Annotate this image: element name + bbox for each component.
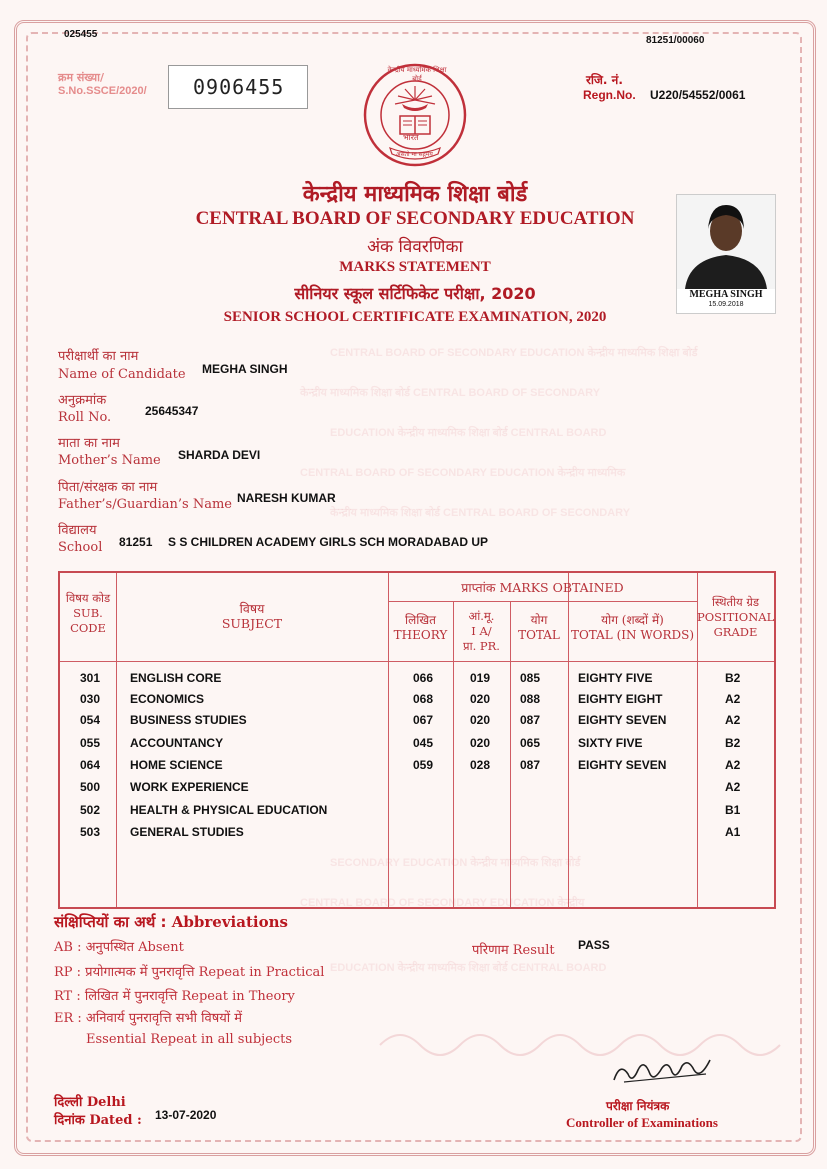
marks-table [58, 571, 776, 909]
header-marks-obtained [388, 580, 697, 595]
row-grade: B2 [725, 671, 741, 685]
abbreviations-title-hi: संक्षिप्तियों का अर्थ : [54, 913, 167, 931]
result-value: PASS [578, 938, 610, 952]
table-row [60, 671, 774, 689]
table-row [60, 803, 774, 821]
row-grade: A2 [725, 713, 741, 727]
header-subject-hi: विषय [239, 601, 265, 616]
board-name-en: CENTRAL BOARD OF SECONDARY EDUCATION [195, 208, 635, 229]
table-row [60, 692, 774, 710]
row-ia: 020 [470, 736, 491, 750]
father-label-hi: पिता/संरक्षक का नाम [58, 480, 158, 495]
row-words: EIGHTY SEVEN [578, 758, 667, 772]
emblem-top-text: केन्द्रीय माध्यमिक शिक्षा बोर्ड [387, 66, 447, 83]
row-code: 064 [80, 758, 101, 772]
header-grade-en1: POSITIONAL [697, 610, 775, 624]
header-grade-en2: GRADE [713, 625, 758, 639]
header-words-hi: योग (शब्दों में) [601, 613, 664, 627]
roll-label-en: Roll No. [58, 410, 112, 425]
row-subject: ACCOUNTANCY [130, 736, 224, 750]
header-code-en2: CODE [70, 621, 106, 635]
row-words: SIXTY FIVE [578, 736, 643, 750]
serial-label-hi: क्रम संख्या/ [58, 71, 104, 84]
row-words: EIGHTY FIVE [578, 671, 653, 685]
header-code-en1: SUB. [73, 606, 103, 620]
header-code [60, 591, 116, 636]
abbreviations-title-en: Abbreviations [171, 913, 288, 931]
school-label-en: School [58, 540, 103, 555]
header-theory-hi: लिखित [404, 613, 436, 627]
row-subject: WORK EXPERIENCE [130, 780, 249, 794]
photo-caption-date: 15.09.2018 [708, 301, 744, 308]
row-total: 087 [520, 758, 541, 772]
row-code: 301 [80, 671, 101, 685]
cbse-emblem [360, 60, 470, 170]
row-theory: 068 [413, 692, 434, 706]
row-ia: 028 [470, 758, 491, 772]
roll-label-hi: अनुक्रमांक [58, 393, 107, 408]
school-label-hi: विद्यालय [58, 523, 97, 538]
serial-number-box [168, 65, 308, 109]
mother-name: SHARDA DEVI [178, 448, 261, 462]
row-total: 085 [520, 671, 541, 685]
photo-caption-name: MEGHA SINGH [689, 289, 763, 300]
table-row [60, 736, 774, 754]
row-grade: A1 [725, 825, 741, 839]
roll-number: 25645347 [145, 404, 199, 418]
row-subject: ENGLISH CORE [130, 671, 222, 685]
abbr-rt: RT : लिखित में पुनरावृत्ति Repeat in Theory [54, 989, 295, 1004]
header-subject-en: SUBJECT [221, 616, 283, 631]
dated-label: दिनांक Dated : [54, 1113, 142, 1128]
row-code: 030 [80, 692, 101, 706]
row-total: 087 [520, 713, 541, 727]
row-grade: A2 [725, 692, 741, 706]
ornament-decoration [370, 1020, 790, 1070]
header-ia-en: I A/ [471, 624, 492, 638]
table-row [60, 713, 774, 731]
statement-en: MARKS STATEMENT [339, 259, 491, 275]
row-subject: ECONOMICS [130, 692, 205, 706]
row-code: 055 [80, 736, 101, 750]
abbr-rp: RP : प्रयोगात्मक में पुनरावृत्ति Repeat in Practical [54, 965, 325, 980]
row-theory: 059 [413, 758, 434, 772]
abbr-ab: AB : अनुपस्थित Absent [54, 940, 184, 955]
header-grade-hi: स्थितीय ग्रेड [711, 595, 760, 609]
header-marks-hi: प्राप्तांक [461, 580, 496, 595]
serial-number: 0906455 [193, 75, 285, 99]
row-code: 054 [80, 713, 101, 727]
header-total-en: TOTAL [518, 628, 560, 642]
row-grade: B2 [725, 736, 741, 750]
controller-signature [610, 1052, 720, 1092]
header-words-en: TOTAL (IN WORDS) [570, 628, 695, 642]
regn-label-hi: रजि. नं. [586, 73, 623, 87]
row-grade: B1 [725, 803, 741, 817]
exam-name-en: SENIOR SCHOOL CERTIFICATE EXAMINATION, 2020 [223, 309, 607, 325]
row-grade: A2 [725, 780, 741, 794]
header-ia-en2: प्रा. PR. [463, 639, 500, 653]
marks-statement-document: CENTRAL BOARD OF SECONDARY EDUCATION केन्द्रीय माध्यमिक शिक्षा बोर्ड केन्द्रीय माध्यमिक शिक्षा बोर्ड CENTRAL BOARD OF SECONDARY EDUCATION केन्द्रीय माध्यमिक शिक्षा बोर्ड CENTRAL BOARD CENTRAL BOARD OF SECONDARY EDUCATION केन्द्रीय माध्यमिक केन्द्रीय माध्यमिक शिक्षा बोर्ड CENTRAL BOARD OF SECONDARY SECONDARY EDUCATION केन्द्रीय माध्यमिक शिक्षा बोर्ड CENTRAL BOARD OF SECONDARY EDUCATION केन्द्रीय EDUCATION केन्द्रीय माध्यमिक शिक्षा बोर्ड CENTRAL BOARD 025455 81251/00060 क्रम संख्या/ S.No.SSCE/2020/ 0906455 रजि. नं. Regn.No. U220/54552/0061 भारत असतो मा सद्गमय केन्द्रीय माध्यमिक शिक्षा बोर्ड केन्द्रीय माध्यमिक शिक्षा बोर्ड CENTRAL BOARD OF SECONDARY EDUCATION अंक विवरणिका MARKS STATEMENT सीनियर स्कूल सर्टिफिकेट परीक्षा, 2020 SENIOR SCHOOL CERTIFICATE EXAMINATION, 2020 MEGHA SINGH 15.09.2018 परीक्षार्थी का नाम Name of Candidate MEGHA SINGH अनुक्रमांक Roll No. 25645347 माता का नाम Mother’s Name SHARDA DEVI पिता/संरक्षक का नाम Father’s/Guardian’s Name NARESH KUMAR विद्यालय School 81251 S S CHILDREN ACADEMY GIRLS SCH MORADABAD UP विषय कोड SUB. CODE विषय SUBJECT प्राप्तांक MARKS OBTAINED लिखित THEORY आं.मू. I A/ प्रा. PR. योग TOTAL योग (शब्दों में) TOTAL (IN WORDS) स्थितीय ग्रेड POSITIONAL GRADE 301 ENGLISH CORE 066 019 085 EIGHTY FIVE B2 030 ECONOMICS 068 020 088 EIGHTY EIGHT A2 054 BUSINESS STUDIES 067 020 087 EIGHTY SEVEN A2 055 ACCOUNTANCY 045 020 065 SIXTY FIVE B2 064 HOME SCIENCE 059 028 087 EIGHTY SEVEN A2 500 WORK EXPERIENCE A2 502 HEALTH & PHYSICAL EDUCATION B1 503 GENERAL STUDIES A1 संक्षिप्तियों का अर्थ : Abbreviations AB : अनुपस्थित Absent RP : प्रयोगात्मक में पुनरावृत्ति Repeat in Practical RT : लिखित में पुनरावृत्ति Repeat in Theory ER : अनिवार्य पुनरावृत्ति सभी विषयों में Essential Repeat in all subjects परिणाम Result PASS दिल्ली Delhi दिनांक Dated : 13-07-2020 परीक्षा नियंत्रक Controller of Examinations [0, 0, 827, 1169]
name-label-hi: परीक्षार्थी का नाम [58, 349, 139, 364]
header-subject [116, 601, 388, 631]
emblem-bharat: भारत [403, 133, 419, 142]
father-name: NARESH KUMAR [237, 491, 336, 505]
school-code: 81251 [119, 535, 153, 549]
row-ia: 019 [470, 671, 491, 685]
regn-number: U220/54552/0061 [650, 88, 746, 102]
row-total: 065 [520, 736, 541, 750]
header-theory [388, 613, 453, 643]
row-theory: 066 [413, 671, 434, 685]
name-label-en: Name of Candidate [58, 367, 186, 382]
row-words: EIGHTY SEVEN [578, 713, 667, 727]
exam-name-hi: सीनियर स्कूल सर्टिफिकेट परीक्षा, 2020 [294, 284, 536, 303]
mother-label-en: Mother’s Name [58, 453, 161, 468]
abbr-er-en: Essential Repeat in all subjects [86, 1032, 293, 1047]
serial-label-en: S.No.SSCE/2020/ [58, 85, 147, 97]
header-grade [697, 595, 774, 640]
row-words: EIGHTY EIGHT [578, 692, 663, 706]
top-right-code: 81251/00060 [646, 35, 705, 46]
row-theory: 067 [413, 713, 434, 727]
regn-label-en: Regn.No. [583, 88, 636, 102]
table-row [60, 780, 774, 798]
header-ia-hi: आं.मू. [468, 609, 495, 623]
row-subject: BUSINESS STUDIES [130, 713, 247, 727]
controller-title-en: Controller of Examinations [566, 1115, 718, 1130]
header-total-words [568, 613, 697, 643]
row-code: 503 [80, 825, 101, 839]
header-ia [453, 609, 510, 654]
row-subject: HOME SCIENCE [130, 758, 223, 772]
result-label: परिणाम Result [472, 943, 555, 958]
row-code: 500 [80, 780, 101, 794]
row-subject: GENERAL STUDIES [130, 825, 244, 839]
header-marks-en: MARKS OBTAINED [499, 580, 624, 595]
board-name-hi: केन्द्रीय माध्यमिक शिक्षा बोर्ड [302, 182, 528, 207]
header-code-hi: विषय कोड [65, 591, 111, 605]
candidate-name: MEGHA SINGH [202, 362, 288, 376]
place-label: दिल्ली Delhi [54, 1095, 126, 1110]
row-theory: 045 [413, 736, 434, 750]
statement-hi: अंक विवरणिका [367, 237, 463, 257]
abbreviations-title [54, 912, 288, 932]
header-total [510, 613, 568, 643]
row-subject: HEALTH & PHYSICAL EDUCATION [130, 803, 328, 817]
row-code: 502 [80, 803, 101, 817]
top-left-code: 025455 [64, 29, 98, 40]
mother-label-hi: माता का नाम [58, 436, 120, 451]
row-ia: 020 [470, 692, 491, 706]
header-total-hi: योग [530, 613, 548, 627]
emblem-motto: असतो मा सद्गमय [396, 151, 433, 158]
controller-title-hi: परीक्षा नियंत्रक [606, 1099, 670, 1113]
row-grade: A2 [725, 758, 741, 772]
father-label-en: Father’s/Guardian’s Name [58, 497, 232, 512]
header-theory-en: THEORY [393, 628, 448, 642]
issue-date: 13-07-2020 [155, 1108, 217, 1122]
abbr-er: ER : अनिवार्य पुनरावृत्ति सभी विषयों में [54, 1011, 243, 1026]
row-total: 088 [520, 692, 541, 706]
table-row [60, 825, 774, 843]
candidate-photo [676, 194, 776, 314]
school-name: S S CHILDREN ACADEMY GIRLS SCH MORADABAD UP [168, 535, 489, 549]
row-ia: 020 [470, 713, 491, 727]
table-row [60, 758, 774, 776]
